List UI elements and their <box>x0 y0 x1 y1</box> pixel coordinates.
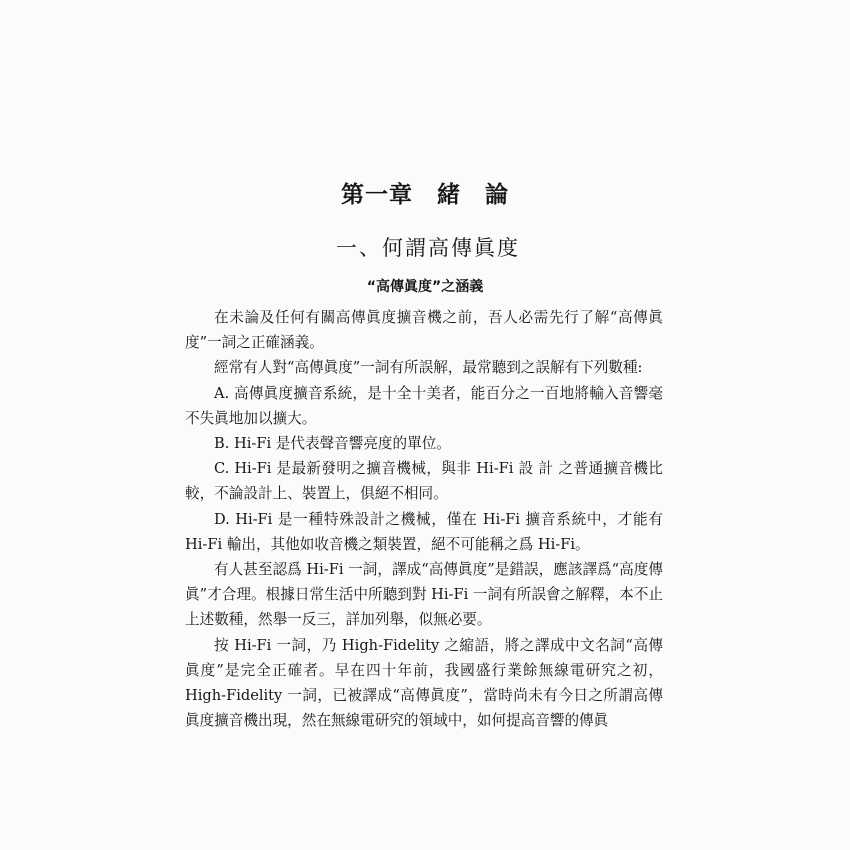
paragraph: 經常有人對“高傳眞度”一詞有所誤解，最常聽到之誤解有下列數種: <box>214 359 643 377</box>
paragraph: 有人甚至認爲 Hi-Fi 一詞，譯成“高傳眞度”是錯誤，應該譯爲“高度傳眞”才合理。根據日常生活中所聽到對 Hi-Fi 一詞有所誤會之解釋，本不止上述數種，然舉一反三，詳加列舉，似無必要。 <box>185 561 663 629</box>
list-item-d: D. Hi-Fi 是一種特殊設計之機械，僅在 Hi-Fi 擴音系統中，才能有 Hi-Fi 輸出，其他如收音機之類裝置，絕不可能稱之爲 Hi-Fi。 <box>185 510 663 553</box>
subheading: “高傳眞度”之涵義 <box>366 279 484 295</box>
paragraph: 在未論及任何有關高傳眞度擴音機之前，吾人必需先行了解“高傳眞度”一詞之正確涵義。 <box>185 309 663 352</box>
list-item-c: C. Hi-Fi 是最新發明之擴音機械，與非 Hi-Fi 設 計 之普通擴音機比較，不論設計上、裝置上，俱絕不相同。 <box>185 460 663 503</box>
list-item-b: B. Hi-Fi 是代表聲音響亮度的單位。 <box>214 435 451 453</box>
section-title: 一、何謂高傳眞度 <box>336 236 520 260</box>
body-text <box>185 305 663 733</box>
chapter-title: 第一章 緒 論 <box>341 181 509 208</box>
list-item-a: A. 高傳眞度擴音系統，是十全十美者，能百分之一百地將輸入音響毫不失眞地加以擴大。 <box>185 384 663 427</box>
paragraph: 按 Hi-Fi 一詞，乃 High-Fidelity 之縮語，將之譯成中文名詞“高傳眞度”是完全正確者。早在四十年前，我國盛行業餘無線電研究之初，High-Fidelity 一詞，已被譯成“高傳眞度”，當時尚未有今日之所謂高傳眞度擴音機出現，然在無線電研究的領域中，如何提高音響的傳眞 <box>185 636 663 730</box>
